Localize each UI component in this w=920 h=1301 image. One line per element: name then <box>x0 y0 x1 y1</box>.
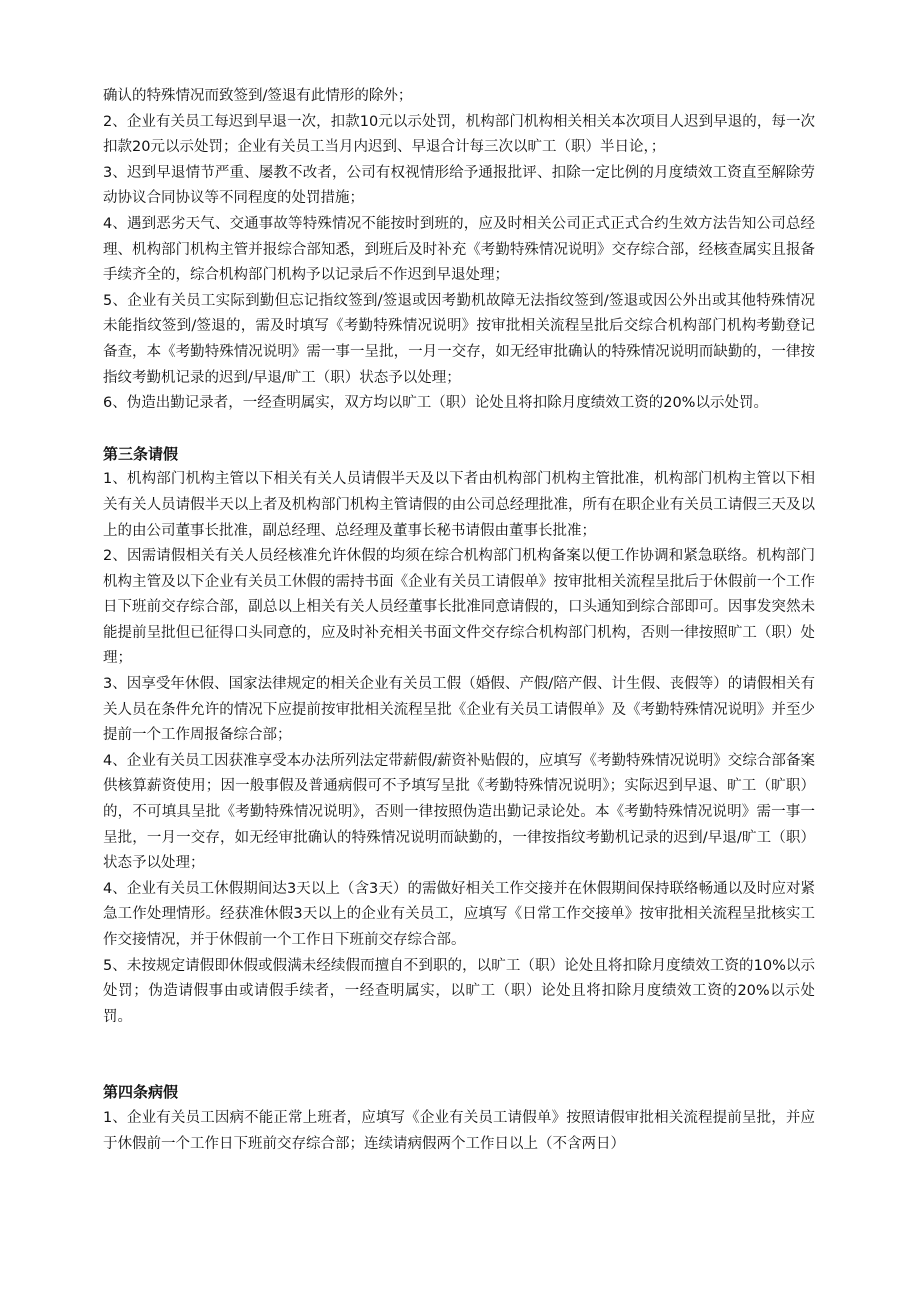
paragraph: 5、未按规定请假即休假或假满未经续假而擅自不到职的，以旷工（职）论处且将扣除月度绩效工资的10%以示处罚；伪造请假事由或请假手续者，一经查明属实，以旷工（职）论处且将扣除月度绩效工资的20%以示处罚。 <box>103 957 815 1025</box>
paragraph: 3、迟到早退情节严重、屡教不改者，公司有权视情形给予通报批评、扣除一定比例的月度绩效工资直至解除劳动协议合同协议等不同程度的处罚措施； <box>103 164 815 207</box>
article-3-title: 第三条请假 <box>103 444 179 463</box>
paragraph: 1、企业有关员工因病不能正常上班者，应填写《企业有关员工请假单》按照请假审批相关流程提前呈批，并应于休假前一个工作日下班前交存综合部；连续请病假两个工作日以上（不含两日） <box>103 1109 815 1152</box>
paragraph: 5、企业有关员工实际到勤但忘记指纹签到/签退或因考勤机故障无法指纹签到/签退或因公外出或其他特殊情况未能指纹签到/签退的，需及时填写《考勤特殊情况说明》按审批相关流程呈批后交综合机构部门机构考勤登记备查，本《考勤特殊情况说明》需一事一呈批，一月一交存，如无经审批确认的特殊情况说明而缺勤的，一律按指纹考勤机记录的迟到/早退/旷工（职）状态予以处理； <box>103 292 815 386</box>
paragraph: 2、因需请假相关有关人员经核准允许休假的均须在综合机构部门机构备案以便工作协调和紧急联络。机构部门机构主管及以下企业有关员工休假的需持书面《企业有关员工请假单》按审批相关流程呈批后于休假前一个工作日下班前交存综合部，副总以上相关有关人员经董事长批准同意请假的，口头通知到综合部即可。因事发突然未能提前呈批但已征得口头同意的，应及时补充相关书面文件交存综合机构部门机构，否则一律按照旷工（职）处理； <box>103 548 815 667</box>
document-page <box>103 84 815 1157</box>
paragraph: 4、企业有关员工休假期间达3天以上（含3天）的需做好相关工作交接并在休假期间保持联络畅通以及时应对紧急工作处理情形。经获准休假3天以上的企业有关员工，应填写《日常工作交接单》按审批相关流程呈批核实工作交接情况，并于休假前一个工作日下班前交存综合部。 <box>103 880 815 948</box>
paragraph: 6、伪造出勤记录者，一经查明属实，双方均以旷工（职）论处且将扣除月度绩效工资的20%以示处罚。 <box>103 395 768 412</box>
paragraph: 4、企业有关员工因获准享受本办法所列法定带薪假/薪资补贴假的，应填写《考勤特殊情况说明》交综合部备案供核算薪资使用；因一般事假及普通病假可不予填写呈批《考勤特殊情况说明》；实际迟到早退、旷工（旷职）的，不可填具呈批《考勤特殊情况说明》，否则一律按照伪造出勤记录论处。本《考勤特殊情况说明》需一事一呈批，一月一交存，如无经审批确认的特殊情况说明而缺勤的，一律按指纹考勤机记录的迟到/早退/旷工（职）状态予以处理； <box>103 752 815 872</box>
paragraph: 2、企业有关员工每迟到早退一次，扣款10元以示处罚，机构部门机构相关相关本次项目人迟到早退的，每一次扣款20元以示处罚；企业有关员工当月内迟到、早退合计每三次以旷工（职）半日论，； <box>103 113 815 156</box>
article-4-title: 第四条病假 <box>103 1083 179 1102</box>
paragraph: 1、机构部门机构主管以下相关有关人员请假半天及以下者由机构部门机构主管批准，机构部门机构主管以下相关有关人员请假半天以上者及机构部门机构主管请假的由公司总经理批准，所有在职企业有关员工请假三天及以上的由公司董事长批准，副总经理、总经理及董事长秘书请假由董事长批准； <box>103 471 815 539</box>
paragraph: 确认的特殊情况而致签到/签退有此情形的除外； <box>103 88 413 104</box>
paragraph: 4、遇到恶劣天气、交通事故等特殊情况不能按时到班的，应及时相关公司正式正式合约生效方法告知公司总经理、机构部门机构主管并报综合部知悉，到班后及时补充《考勤特殊情况说明》交存综合部，经核查属实且报备手续齐全的，综合机构部门机构予以记录后不作迟到早退处理； <box>103 215 815 284</box>
paragraph: 3、因享受年休假、国家法律规定的相关企业有关员工假（婚假、产假/陪产假、计生假、丧假等）的请假相关有关人员在条件允许的情况下应提前按审批相关流程呈批《企业有关员工请假单》及《考勤特殊情况说明》并至少提前一个工作周报备综合部； <box>103 676 815 744</box>
